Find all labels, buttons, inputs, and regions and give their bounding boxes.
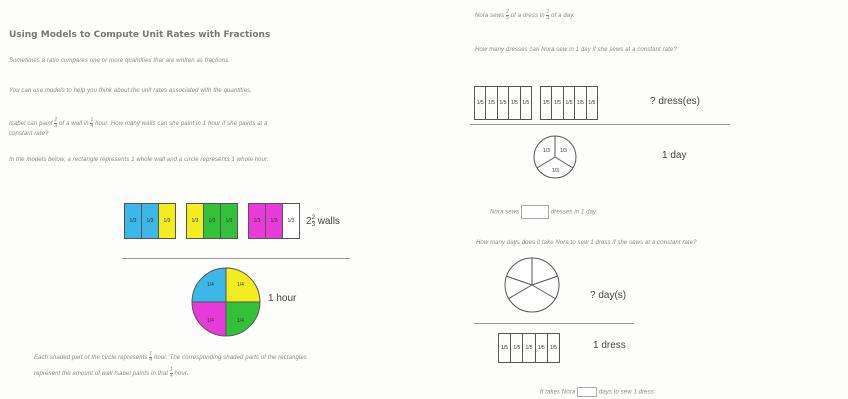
divider	[474, 323, 634, 324]
day-circle	[532, 134, 578, 180]
wall-cell: 1/3	[204, 204, 221, 238]
quarter-label: 1/4	[207, 282, 214, 288]
wall-bar-2	[186, 203, 238, 239]
dress-bar-2	[540, 86, 598, 120]
hour-circle	[190, 266, 262, 338]
dress-cell: 1/5	[536, 334, 548, 362]
divider	[122, 258, 350, 259]
model-text: In the models below, a rectangle represents 1 whole wall and a circle represents 1 whole hour.	[9, 157, 269, 163]
wall-cell: 1/3	[266, 204, 283, 238]
third-label: 1/3	[560, 148, 567, 154]
days-circle	[503, 256, 561, 314]
explain-text-2: represent the amount of wall Isabel paints in that $\frac{1}{4}$ hour.	[34, 367, 189, 379]
intro-text: Sometimes a ratio compares one or more quantities that are written as fractions.	[9, 58, 231, 64]
third-label: 1/3	[543, 148, 550, 154]
help-text: You can use models to help you think about the unit rates associated with the quantities.	[9, 88, 253, 94]
answer-input-2[interactable]	[577, 387, 597, 397]
problem-text: Isabel can paint $\frac{2}{3}$ of a wall in $\frac{1}{4}$ hour. How many walls can she paint in 1 hour if she paints at a	[9, 117, 268, 129]
wall-cell: 1/3	[159, 204, 175, 238]
dress-cell: 1/5	[575, 87, 586, 119]
wall-bar-3	[248, 203, 300, 239]
days-label: ? day(s)	[590, 290, 627, 301]
walls-answer: 2 $\frac{2}{3}$ walls	[306, 215, 340, 228]
quarter-label: 1/4	[237, 282, 244, 288]
answer-line-2: It takes Nora days to sew 1 dress.	[540, 387, 656, 397]
quarter-label: 1/4	[207, 318, 214, 324]
wall-cell: 1/3	[283, 204, 299, 238]
page-title: Using Models to Compute Unit Rates with Fractions	[9, 30, 271, 40]
dresses-label: ? dress(es)	[650, 96, 701, 107]
dress-bar-3	[498, 333, 560, 363]
dress-cell: 1/5	[475, 87, 486, 119]
hour-label: 1 hour	[268, 293, 297, 304]
dress-cell: 1/5	[549, 345, 557, 351]
dress-cell: 1/5	[486, 87, 497, 119]
question-2: How many dresses can Nora sew in 1 day if she sews at a constant rate?	[475, 47, 677, 53]
problem-text-cont: constant rate?	[9, 131, 49, 137]
question-1: Nora sews $\frac{2}{5}$ of a dress in $\frac{1}{3}$ of a day.	[475, 9, 575, 21]
dress-bar-1	[474, 86, 532, 120]
dress-cell: 1/5	[588, 100, 596, 106]
dress-cell: 1/5	[498, 87, 509, 119]
wall-cell: 1/3	[125, 204, 142, 238]
question-3: How many days does it take Nora to sew 1 dress if she sews at a constant rate?	[476, 240, 697, 246]
dress-cell: 1/5	[523, 334, 535, 362]
dress-cell: 1/5	[564, 87, 575, 119]
dress-cell: 1/5	[522, 100, 530, 106]
explain-text-1: Each shaded part of the circle represents $\frac{1}{4}$ hour. The corresponding shaded parts of the rectangles	[34, 351, 307, 363]
wall-cell: 1/3	[249, 204, 266, 238]
third-label: 1/3	[552, 168, 559, 174]
dress-cell: 1/5	[541, 87, 552, 119]
wall-bar-1	[124, 203, 176, 239]
dress-label: 1 dress	[593, 340, 626, 351]
wall-cell: 1/3	[142, 204, 159, 238]
wall-cell: 1/3	[221, 204, 237, 238]
dress-cell: 1/5	[552, 87, 563, 119]
answer-line-1: Nora sews dresses in 1 day.	[490, 205, 597, 219]
day-label: 1 day	[662, 150, 687, 161]
quarter-label: 1/4	[237, 318, 244, 324]
answer-input-1[interactable]	[521, 205, 549, 219]
dress-cell: 1/5	[499, 334, 511, 362]
wall-cell: 1/3	[187, 204, 204, 238]
dress-cell: 1/5	[509, 87, 520, 119]
dress-cell: 1/5	[511, 334, 523, 362]
divider	[470, 124, 730, 125]
